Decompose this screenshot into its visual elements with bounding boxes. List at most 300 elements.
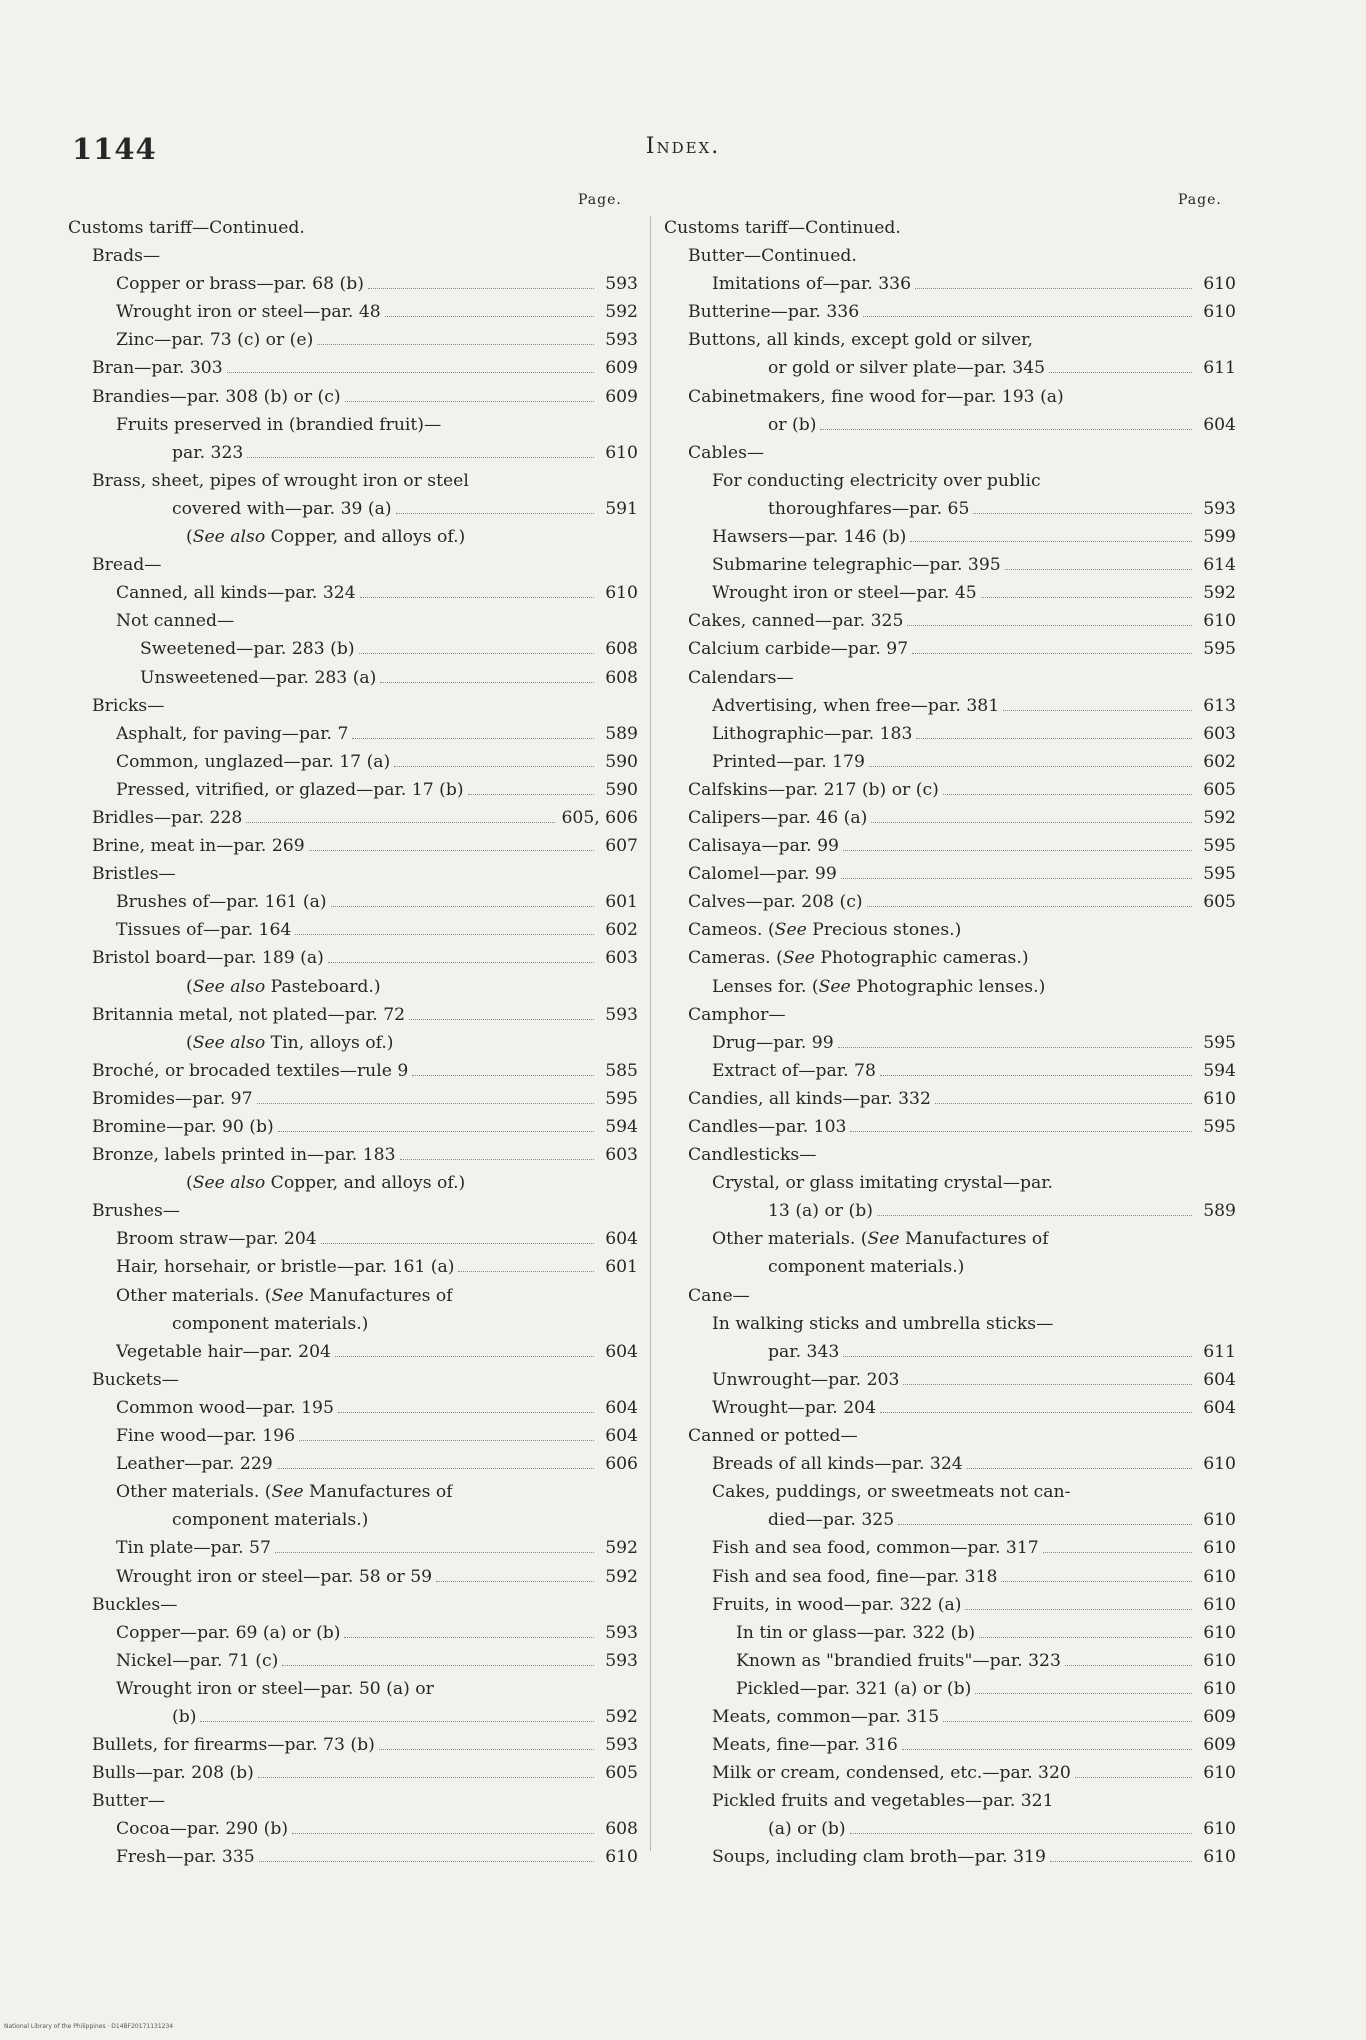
leader-dots (850, 1131, 1192, 1132)
index-entry-text: Butterine—par. 336 (688, 302, 860, 323)
index-entry (68, 1225, 638, 1253)
leader-dots (352, 738, 594, 739)
index-entry-page: 609 (1203, 1706, 1236, 1727)
column-divider (650, 216, 651, 1851)
index-entry-text: Bread— (92, 555, 162, 576)
index-entry-text: Pickled fruits and vegetables—par. 321 (712, 1791, 1054, 1812)
index-entry-page: 590 (605, 779, 638, 800)
index-entry (68, 1057, 638, 1085)
index-entry-text: Sweetened—par. 283 (b) (140, 639, 355, 660)
index-entry (664, 1085, 1236, 1113)
index-entry (68, 551, 638, 579)
index-entry-page: 595 (1203, 836, 1236, 857)
leader-dots (360, 597, 594, 598)
index-entry-text: (See also Pasteboard.) (186, 976, 381, 997)
index-entry-text: Common, unglazed—par. 17 (a) (116, 751, 391, 772)
leader-dots (335, 1356, 594, 1357)
index-entry (68, 1450, 638, 1478)
index-entry-page: 605, 606 (561, 807, 638, 828)
index-entry (68, 1282, 638, 1310)
leader-dots (277, 1468, 594, 1469)
leader-dots (935, 1103, 1192, 1104)
index-entry-text: Wrought iron or steel—par. 48 (116, 302, 381, 323)
index-entry-text: Bricks— (92, 695, 165, 716)
index-entry-page: 604 (1203, 1369, 1236, 1390)
index-entry (68, 1731, 638, 1759)
index-entry-text: died—par. 325 (768, 1510, 895, 1531)
leader-dots (379, 1749, 594, 1750)
index-entry (664, 1197, 1236, 1225)
index-entry-page: 589 (605, 723, 638, 744)
index-entry (664, 326, 1236, 354)
page-number: 1144 (72, 132, 157, 166)
leader-dots (863, 316, 1192, 317)
index-entry-text: Brads— (92, 246, 161, 267)
index-entry-text: Candies, all kinds—par. 332 (688, 1088, 931, 1109)
index-entry (68, 1506, 638, 1534)
index-entry-text: Milk or cream, condensed, etc.—par. 320 (712, 1763, 1071, 1784)
index-entry-text: component materials.) (768, 1257, 965, 1278)
index-entry-page: 593 (605, 1650, 638, 1671)
index-entry-text: Vegetable hair—par. 204 (116, 1341, 331, 1362)
leader-dots (247, 457, 594, 458)
index-entry (664, 1282, 1236, 1310)
index-entry-text: Crystal, or glass imitating crystal—par. (712, 1173, 1053, 1194)
leader-dots (328, 962, 594, 963)
index-entry-page: 595 (1203, 1032, 1236, 1053)
index-entry-page: 610 (1203, 1538, 1236, 1559)
leader-dots (902, 1749, 1192, 1750)
index-entry-page: 610 (1203, 302, 1236, 323)
leader-dots (1075, 1777, 1192, 1778)
index-entry-page: 594 (1203, 1060, 1236, 1081)
index-entry (68, 1366, 638, 1394)
index-entry-page: 611 (1203, 1341, 1236, 1362)
leader-dots (1003, 710, 1192, 711)
index-entry-text: thoroughfares—par. 65 (768, 498, 970, 519)
index-entry (68, 944, 638, 972)
index-entry-text: Wrought iron or steel—par. 45 (712, 583, 977, 604)
leader-dots (877, 1215, 1192, 1216)
index-entry (68, 1338, 638, 1366)
index-entry-text: Cane— (688, 1285, 750, 1306)
index-entry-text: Fish and sea food, fine—par. 318 (712, 1566, 998, 1587)
index-entry (664, 944, 1236, 972)
index-entry-text: covered with—par. 39 (a) (172, 498, 392, 519)
index-entry (664, 298, 1236, 326)
leader-dots (1065, 1665, 1192, 1666)
index-entry (664, 411, 1236, 439)
index-entry-page: 604 (605, 1397, 638, 1418)
index-entry-text: Broché, or brocaded textiles—rule 9 (92, 1060, 409, 1081)
leader-dots (380, 682, 594, 683)
index-entry (664, 607, 1236, 635)
index-entry (68, 664, 638, 692)
index-entry-text: Wrought—par. 204 (712, 1397, 877, 1418)
index-entry-text: Butter—Continued. (688, 246, 857, 267)
index-entry-text: Buttons, all kinds, except gold or silver, (688, 330, 1033, 351)
index-entry (68, 467, 638, 495)
index-entry-text: Bromine—par. 90 (b) (92, 1117, 274, 1137)
index-entry-text: (See also Copper, and alloys of.) (186, 527, 466, 548)
index-entry (68, 1647, 638, 1675)
index-entry (664, 1310, 1236, 1338)
index-entry-text: Imitations of—par. 336 (712, 274, 912, 295)
index-entry-text: Copper or brass—par. 68 (b) (116, 274, 364, 295)
index-entry-page: 602 (605, 920, 638, 941)
page-column-label-right: Page. (1178, 192, 1222, 208)
index-entry-page: 610 (1203, 274, 1236, 295)
index-entry-text: Britannia metal, not plated—par. 72 (92, 1004, 406, 1025)
index-entry-page: 610 (1203, 1088, 1236, 1109)
index-entry-text: Leather—par. 229 (116, 1454, 273, 1475)
index-entry (68, 1675, 638, 1703)
leader-dots (1049, 372, 1192, 373)
index-entry-page: 613 (1203, 695, 1236, 716)
index-entry-text: Brandies—par. 308 (b) or (c) (92, 386, 341, 407)
leader-dots (903, 1384, 1192, 1385)
index-entry (68, 326, 638, 354)
index-entry-text: Calipers—par. 46 (a) (688, 807, 868, 828)
index-entry (664, 467, 1236, 495)
index-entry-page: 593 (1203, 498, 1236, 519)
index-entry (664, 720, 1236, 748)
index-entry (68, 1001, 638, 1029)
index-entry-text: (See also Copper, and alloys of.) (186, 1173, 466, 1194)
index-entry-page: 605 (605, 1763, 638, 1784)
index-entry-text: Calendars— (688, 667, 794, 688)
leader-dots (400, 1159, 594, 1160)
index-entry-page: 610 (1203, 1510, 1236, 1531)
index-entry (68, 270, 638, 298)
index-entry (68, 916, 638, 944)
index-entry (68, 1843, 638, 1871)
leader-dots (820, 429, 1192, 430)
index-entry-text: Wrought iron or steel—par. 58 or 59 (116, 1566, 433, 1587)
index-entry-text: Known as "brandied fruits"—par. 323 (736, 1650, 1061, 1671)
index-entry-page: 609 (1203, 1735, 1236, 1756)
leader-dots (1005, 569, 1192, 570)
index-entry-text: par. 343 (768, 1341, 840, 1362)
index-entry-page: 595 (1203, 639, 1236, 660)
index-entry-page: 608 (605, 639, 638, 660)
index-entry-text: Customs tariff—Continued. (664, 218, 901, 238)
index-entry-text: Fruits preserved in (brandied fruit)— (116, 414, 442, 435)
index-entry (68, 1759, 638, 1787)
leader-dots (943, 794, 1192, 795)
index-entry-text: Calisaya—par. 99 (688, 836, 839, 857)
leader-dots (843, 1356, 1192, 1357)
leader-dots (278, 1131, 594, 1132)
index-entry-text: Other materials. (See Manufactures of (116, 1482, 453, 1503)
index-entry-page: 589 (1203, 1201, 1236, 1222)
index-entry (68, 1394, 638, 1422)
index-entry (68, 748, 638, 776)
index-entry-text: Brushes of—par. 161 (a) (116, 892, 327, 913)
index-entry (664, 1731, 1236, 1759)
index-entry-text: or gold or silver plate—par. 345 (768, 358, 1046, 379)
index-entry-text: par. 323 (172, 442, 244, 463)
index-entry-page: 601 (605, 1257, 638, 1278)
index-entry-page: 595 (605, 1088, 638, 1109)
index-entry-text: Drug—par. 99 (712, 1032, 834, 1053)
index-entry-text: Candles—par. 103 (688, 1117, 847, 1137)
index-entry-page: 593 (605, 1735, 638, 1756)
index-entry (68, 495, 638, 523)
leader-dots (907, 625, 1192, 626)
leader-dots (368, 288, 594, 289)
index-entry-text: Canned, all kinds—par. 324 (116, 583, 356, 604)
index-entry-page: 610 (1203, 1622, 1236, 1643)
index-entry (664, 1225, 1236, 1253)
index-entry-page: 610 (1203, 1650, 1236, 1671)
index-entry-text: In walking sticks and umbrella sticks— (712, 1313, 1054, 1334)
leader-dots (973, 513, 1192, 514)
index-entry-text: Fish and sea food, common—par. 317 (712, 1538, 1039, 1559)
index-entry (68, 1619, 638, 1647)
index-entry-page: 610 (1203, 1566, 1236, 1587)
index-entry-text: Bromides—par. 97 (92, 1088, 253, 1109)
index-entry-page: 609 (605, 386, 638, 407)
index-entry-text: Unwrought—par. 203 (712, 1369, 900, 1390)
leader-dots (880, 1412, 1192, 1413)
leader-dots (468, 794, 594, 795)
index-entry-page: 606 (605, 1454, 638, 1475)
index-entry-text: Brass, sheet, pipes of wrought iron or steel (92, 470, 469, 491)
leader-dots (331, 906, 594, 907)
index-entry-text: Cocoa—par. 290 (b) (116, 1819, 289, 1840)
leader-dots (344, 1637, 594, 1638)
index-entry-text: Fruits, in wood—par. 322 (a) (712, 1594, 962, 1615)
leader-dots (394, 766, 594, 767)
index-entry-text: Brine, meat in—par. 269 (92, 836, 305, 857)
index-entry-text: Other materials. (See Manufactures of (116, 1285, 453, 1306)
index-entry-text: (See also Tin, alloys of.) (186, 1032, 394, 1053)
index-entry-page: 592 (1203, 583, 1236, 604)
index-entry-text: Asphalt, for paving—par. 7 (116, 723, 349, 744)
index-entry-text: Submarine telegraphic—par. 395 (712, 555, 1001, 576)
index-entry-text: (a) or (b) (768, 1819, 846, 1840)
index-entry (664, 804, 1236, 832)
index-entry-page: 604 (1203, 414, 1236, 435)
index-entry-text: component materials.) (172, 1313, 369, 1334)
index-entry-page: 610 (1203, 1763, 1236, 1784)
index-entry (664, 1787, 1236, 1815)
index-entry (664, 1703, 1236, 1731)
index-entry (68, 1591, 638, 1619)
leader-dots (880, 1075, 1192, 1076)
index-entry-page: 610 (605, 583, 638, 604)
index-entry (68, 1169, 638, 1197)
index-entry (664, 1057, 1236, 1085)
leader-dots (338, 1412, 594, 1413)
scan-footer: National Library of the Philippines · D14BF20171131234 (4, 2023, 174, 2030)
index-entry-text: or (b) (768, 414, 817, 435)
index-entry-text: For conducting electricity over public (712, 470, 1041, 491)
leader-dots (458, 1271, 594, 1272)
index-entry (664, 1675, 1236, 1703)
index-entry (68, 1703, 638, 1731)
index-entry (664, 1534, 1236, 1562)
running-head: Index. (645, 134, 721, 159)
index-entry-page: 610 (1203, 1819, 1236, 1840)
index-entry (664, 1843, 1236, 1871)
index-entry (68, 860, 638, 888)
index-entry (664, 354, 1236, 382)
index-entry (68, 1310, 638, 1338)
index-entry (68, 973, 638, 1001)
index-entry (68, 1478, 638, 1506)
index-entry-text: Tissues of—par. 164 (116, 920, 292, 941)
index-entry (664, 579, 1236, 607)
page-column-label-left: Page. (578, 192, 622, 208)
index-entry (68, 1422, 638, 1450)
index-entry-page: 592 (605, 1538, 638, 1559)
leader-dots (843, 850, 1192, 851)
index-entry (68, 411, 638, 439)
index-entry-text: Pressed, vitrified, or glazed—par. 17 (b) (116, 779, 464, 800)
index-entry (68, 1085, 638, 1113)
leader-dots (898, 1524, 1192, 1525)
index-entry-page: 592 (605, 1566, 638, 1587)
index-entry-text: Tin plate—par. 57 (116, 1538, 271, 1559)
index-entry-text: Calcium carbide—par. 97 (688, 639, 909, 660)
index-entry-text: Calfskins—par. 217 (b) or (c) (688, 779, 939, 800)
leader-dots (200, 1721, 594, 1722)
index-entry-page: 603 (605, 1145, 638, 1166)
index-entry-text: Bristol board—par. 189 (a) (92, 948, 324, 969)
index-entry-text: Lithographic—par. 183 (712, 723, 913, 744)
leader-dots (850, 1833, 1192, 1834)
leader-dots (227, 372, 594, 373)
index-entry (664, 1478, 1236, 1506)
index-entry-page: 593 (605, 330, 638, 351)
index-entry-text: Cakes, puddings, or sweetmeats not can- (712, 1482, 1071, 1503)
leader-dots (436, 1581, 594, 1582)
index-entry (664, 1141, 1236, 1169)
leader-dots (396, 513, 594, 514)
index-entry (664, 860, 1236, 888)
leader-dots (916, 738, 1192, 739)
leader-dots (943, 1721, 1192, 1722)
index-entry (664, 748, 1236, 776)
index-entry-text: Cameos. (See Precious stones.) (688, 920, 962, 941)
index-entry-text: Buckles— (92, 1594, 178, 1615)
index-entry-page: 592 (605, 302, 638, 323)
index-entry-page: 610 (1203, 1454, 1236, 1475)
index-entry-text: Buckets— (92, 1369, 179, 1390)
index-entry (664, 270, 1236, 298)
index-entry-text: Cables— (688, 442, 765, 463)
index-entry-page: 604 (1203, 1397, 1236, 1418)
index-entry (664, 1029, 1236, 1057)
index-entry (664, 1422, 1236, 1450)
index-entry (68, 1534, 638, 1562)
leader-dots (299, 1440, 594, 1441)
index-entry-text: (b) (172, 1706, 197, 1727)
index-entry-text: Candlesticks— (688, 1145, 817, 1166)
index-entry (664, 1113, 1236, 1141)
index-entry (664, 1001, 1236, 1029)
index-entry-text: Bridles—par. 228 (92, 807, 243, 828)
leader-dots (910, 541, 1192, 542)
index-entry (664, 973, 1236, 1001)
index-entry-text: Cakes, canned—par. 325 (688, 611, 904, 632)
index-entry (68, 888, 638, 916)
index-entry-page: 614 (1203, 555, 1236, 576)
leader-dots (275, 1552, 594, 1553)
index-entry (68, 1787, 638, 1815)
index-entry-text: Camphor— (688, 1004, 786, 1025)
leader-dots (1043, 1552, 1192, 1553)
leader-dots (246, 822, 555, 823)
leader-dots (295, 934, 594, 935)
index-entry-page: 605 (1203, 892, 1236, 913)
leader-dots (981, 597, 1192, 598)
index-entry-page: 611 (1203, 358, 1236, 379)
index-entry (664, 916, 1236, 944)
leader-dots (1001, 1581, 1192, 1582)
leader-dots (359, 653, 594, 654)
index-entry-page: 608 (605, 667, 638, 688)
index-entry-text: Advertising, when free—par. 381 (712, 695, 1000, 716)
index-entry-text: Common wood—par. 195 (116, 1397, 334, 1418)
index-entry (68, 1141, 638, 1169)
index-entry (664, 1815, 1236, 1843)
index-entry (664, 383, 1236, 411)
index-entry-text: Bristles— (92, 864, 176, 885)
index-entry-page: 607 (605, 836, 638, 857)
index-entry-text: Canned or potted— (688, 1426, 858, 1447)
index-entry-page: 590 (605, 751, 638, 772)
index-entry (664, 1169, 1236, 1197)
index-entry-page: 604 (605, 1229, 638, 1250)
index-entry (664, 1338, 1236, 1366)
index-entry-text: Hawsers—par. 146 (b) (712, 527, 907, 548)
leader-dots (282, 1665, 594, 1666)
index-entry (664, 1591, 1236, 1619)
index-entry-text: Unsweetened—par. 283 (a) (140, 667, 377, 688)
index-entry-page: 599 (1203, 527, 1236, 548)
index-entry-page: 601 (605, 892, 638, 913)
index-entry (68, 1815, 638, 1843)
index-entry (664, 523, 1236, 551)
index-entry-text: Cameras. (See Photographic cameras.) (688, 948, 1029, 969)
index-entry-text: Hair, horsehair, or bristle—par. 161 (a) (116, 1257, 455, 1278)
index-entry (68, 298, 638, 326)
index-entry-text: component materials.) (172, 1510, 369, 1531)
index-entry-text: Lenses for. (See Photographic lenses.) (712, 976, 1046, 997)
index-entry-page: 609 (605, 358, 638, 379)
index-entry (664, 888, 1236, 916)
index-entry-text: Meats, common—par. 315 (712, 1706, 940, 1727)
index-entry-page: 604 (605, 1426, 638, 1447)
index-entry-text: Bullets, for firearms—par. 73 (b) (92, 1735, 375, 1756)
index-entry (664, 551, 1236, 579)
index-entry (664, 1563, 1236, 1591)
leader-dots (257, 1103, 594, 1104)
index-entry (664, 1450, 1236, 1478)
index-entry-page: 595 (1203, 864, 1236, 885)
index-entry-text: Calves—par. 208 (c) (688, 892, 863, 913)
leader-dots (912, 653, 1192, 654)
leader-dots (841, 878, 1192, 879)
index-entry-text: Zinc—par. 73 (c) or (e) (116, 330, 314, 351)
index-entry-page: 602 (1203, 751, 1236, 772)
index-entry-page: 593 (605, 274, 638, 295)
index-entry-page: 591 (605, 498, 638, 519)
index-entry-page: 610 (1203, 1678, 1236, 1699)
